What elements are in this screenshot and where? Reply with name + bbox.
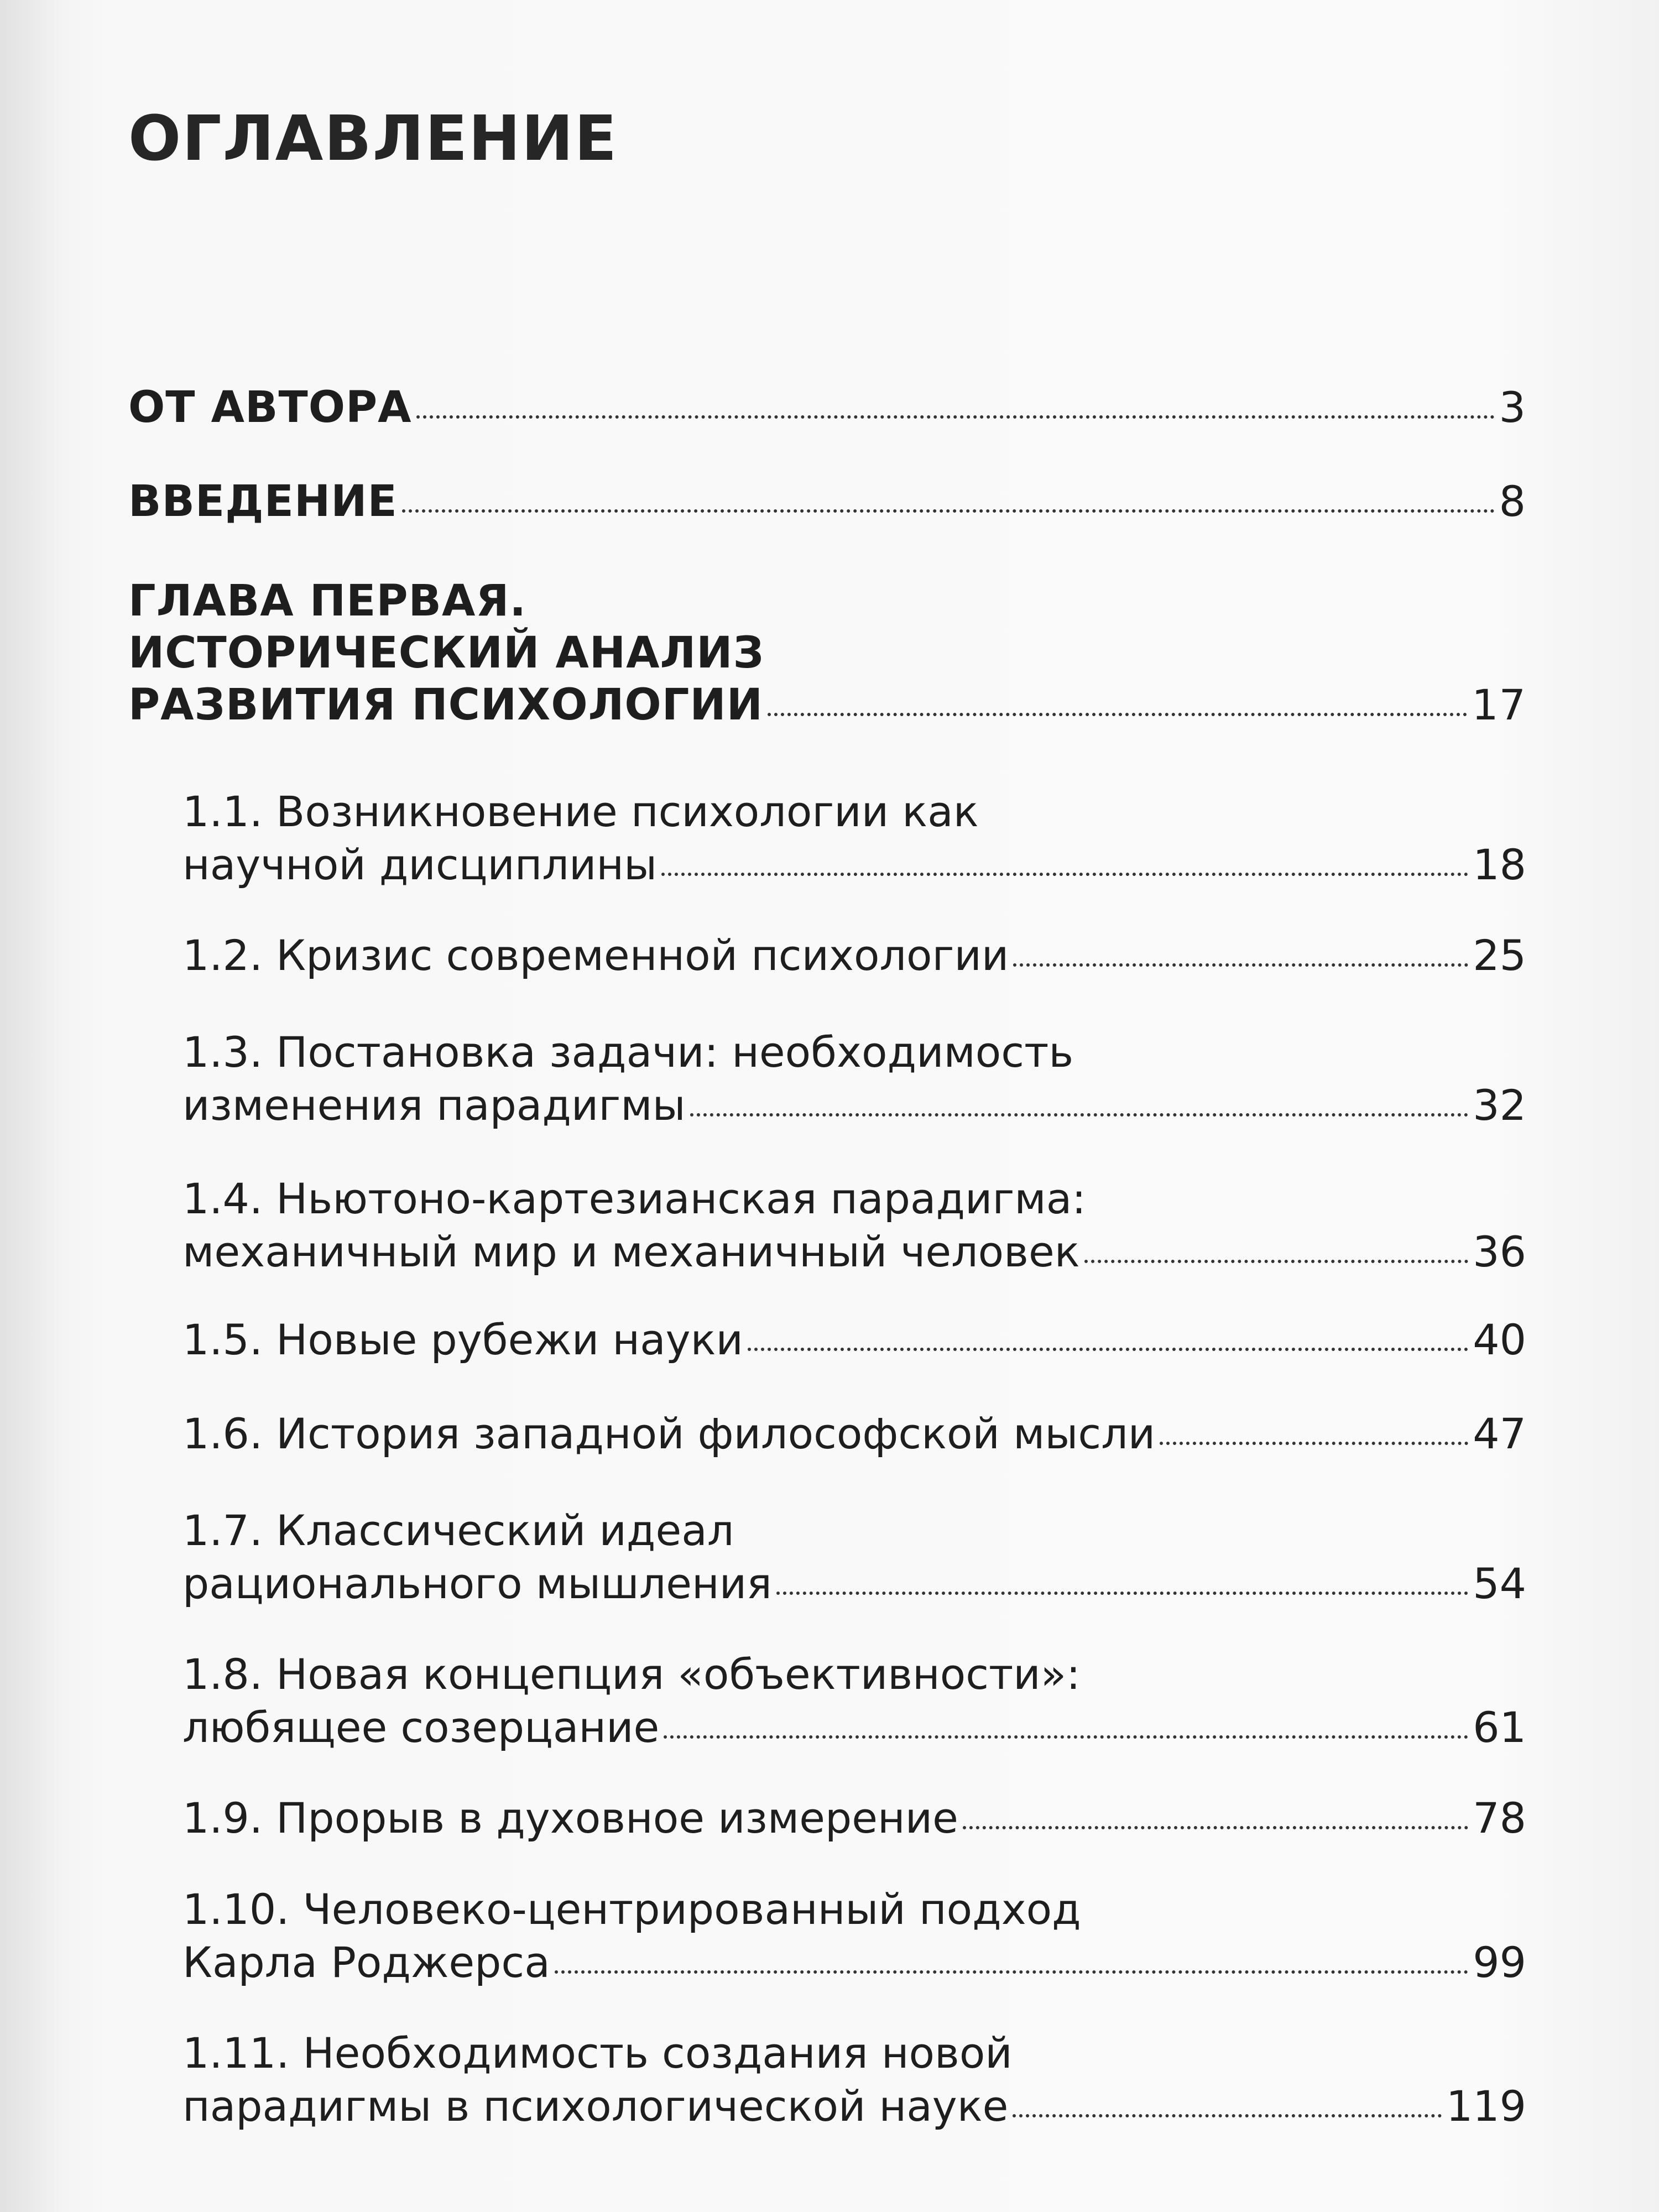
toc-entry-1-7[interactable]: [182, 1504, 1526, 1610]
entry-line: 1.5. Новые рубежи науки: [182, 1315, 743, 1364]
page-number: 36: [1473, 1227, 1526, 1276]
dot-leader: [1013, 2114, 1442, 2117]
page-number: 61: [1473, 1703, 1526, 1752]
toc-title: ОГЛАВЛЕНИЕ: [128, 103, 618, 175]
toc-entry-1-5[interactable]: [182, 1313, 1526, 1366]
entry-line: 1.6. История западной философской мысли: [182, 1409, 1156, 1458]
entry-line: 1.11. Необходимость создания новой: [182, 2028, 1013, 2078]
toc-entry-1-9[interactable]: [182, 1792, 1526, 1845]
toc-entry-introduction[interactable]: [128, 476, 1526, 528]
dot-leader: [1084, 1260, 1469, 1263]
dot-leader: [661, 873, 1468, 876]
entry-line: 1.10. Человеко-центрированный подход: [182, 1885, 1081, 1934]
dot-leader: [664, 1735, 1468, 1739]
entry-line: ИСТОРИЧЕСКИЙ АНАЛИЗ: [128, 628, 764, 678]
toc-entry-1-1[interactable]: [182, 785, 1526, 891]
entry-line: 1.2. Кризис современной психологии: [182, 931, 1009, 980]
entry-line: парадигмы в психологической науке: [182, 2081, 1009, 2131]
entry-line: научной дисциплины: [182, 840, 658, 889]
page-edge-shadow: [0, 0, 66, 2212]
dot-leader: [1013, 963, 1468, 967]
toc-entry-1-10[interactable]: [182, 1883, 1526, 1989]
page-number: 47: [1473, 1409, 1526, 1458]
page-number: 119: [1446, 2081, 1526, 2131]
dot-leader: [748, 1348, 1468, 1351]
entry-line: 1.8. Новая концепция «объективности»:: [182, 1650, 1081, 1699]
entry-line: 1.9. Прорыв в духовное измерение: [182, 1793, 958, 1843]
dot-leader: [1160, 1442, 1468, 1445]
toc-entry-1-3[interactable]: [182, 1026, 1526, 1132]
dot-leader: [555, 1970, 1469, 1974]
page-number: 99: [1473, 1938, 1526, 1987]
page-number: 54: [1473, 1559, 1526, 1608]
entry-line: 1.4. Ньютоно-картезианская парадигма:: [182, 1174, 1086, 1223]
toc-entry-from-author[interactable]: [128, 382, 1526, 434]
entry-line: 1.3. Постановка задачи: необходимость: [182, 1027, 1074, 1077]
entry-line: ОТ АВТОРА: [128, 383, 412, 432]
toc-entry-1-8[interactable]: [182, 1648, 1526, 1754]
toc-entry-1-2[interactable]: [182, 929, 1526, 982]
entry-line: 1.7. Классический идеал: [182, 1506, 734, 1555]
entry-line: рационального мышления: [182, 1559, 772, 1608]
page-number: 8: [1499, 477, 1526, 526]
dot-leader: [402, 509, 1495, 513]
page-number: 78: [1473, 1793, 1526, 1843]
entry-line: 1.1. Возникновение психологии как: [182, 787, 979, 836]
toc-entry-1-4[interactable]: [182, 1172, 1526, 1279]
dot-leader: [963, 1826, 1468, 1829]
entry-line: механичный мир и механичный человек: [182, 1227, 1080, 1276]
dot-leader: [768, 713, 1467, 716]
page-number: 40: [1473, 1315, 1526, 1364]
toc-entry-1-6[interactable]: [182, 1407, 1526, 1460]
page-number: 3: [1499, 383, 1526, 432]
page-number: 32: [1473, 1081, 1526, 1130]
toc-entry-1-11[interactable]: [182, 2027, 1526, 2133]
toc-entry-chapter-one[interactable]: [128, 575, 1526, 731]
entry-line: изменения парадигмы: [182, 1081, 686, 1130]
page-number: 17: [1472, 680, 1526, 729]
dot-leader: [416, 415, 1495, 419]
page-number: 25: [1473, 931, 1526, 980]
entry-line: РАЗВИТИЯ ПСИХОЛОГИИ: [128, 680, 763, 730]
entry-line: ГЛАВА ПЕРВАЯ.: [128, 576, 527, 626]
entry-line: любящее созерцание: [182, 1703, 660, 1752]
page-number: 18: [1473, 840, 1526, 889]
entry-line: Карла Роджерса: [182, 1938, 550, 1987]
dot-leader: [690, 1113, 1469, 1117]
dot-leader: [776, 1592, 1468, 1595]
entry-line: ВВЕДЕНИЕ: [128, 477, 398, 526]
